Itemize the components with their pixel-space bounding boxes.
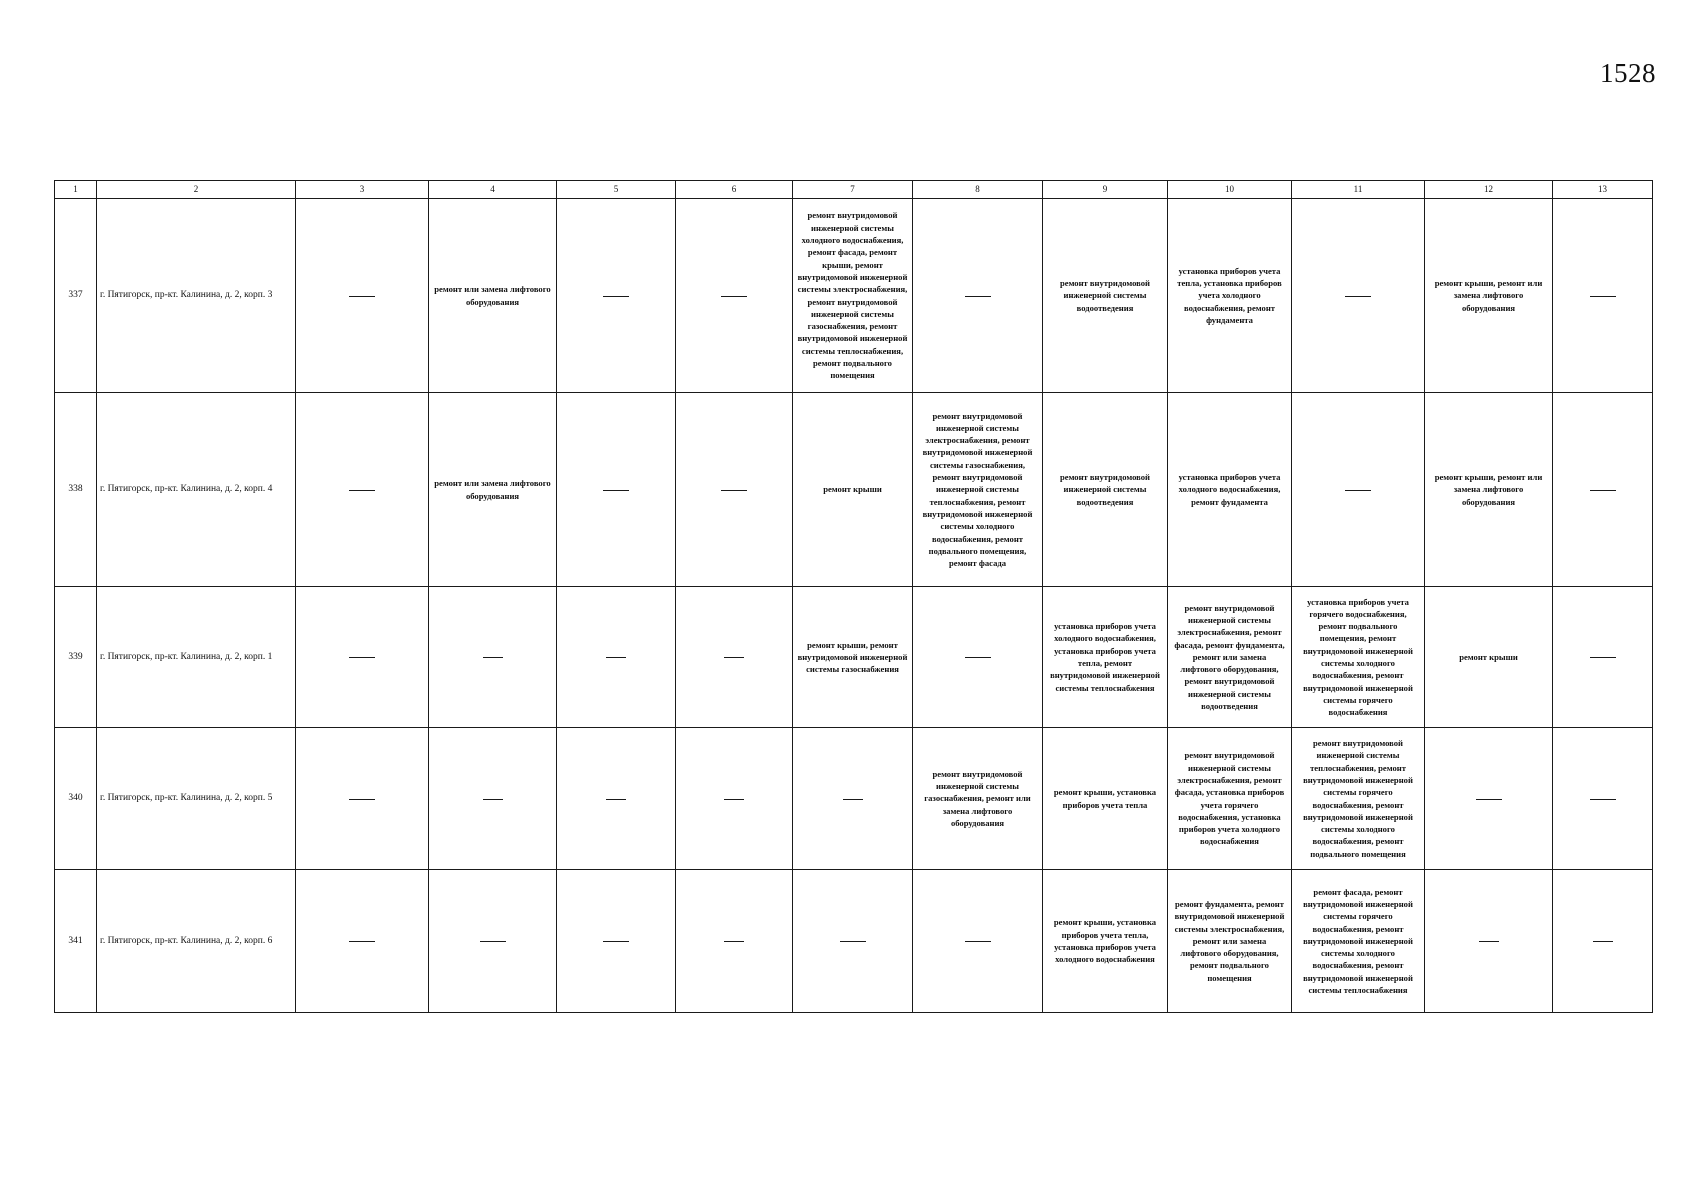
empty-dash-cell: [913, 870, 1043, 1013]
row-number-cell: 341: [55, 870, 97, 1013]
work-description-cell: ремонт крыши, ремонт или замена лифтового оборудования: [1425, 199, 1553, 393]
work-description-cell: ремонт или замена лифтового оборудования: [429, 393, 557, 587]
dash-mark: [349, 941, 375, 942]
dash-mark: [843, 799, 863, 800]
work-description-cell: ремонт крыши, установка приборов учета тепла: [1043, 728, 1168, 870]
dash-mark: [965, 296, 991, 297]
empty-dash-cell: [676, 587, 793, 728]
dash-mark: [606, 799, 626, 800]
table-row: [55, 199, 1653, 393]
work-description-cell: ремонт внутридомовой инженерной системы водоотведения: [1043, 393, 1168, 587]
dash-mark: [1476, 799, 1502, 800]
dash-mark: [606, 657, 626, 658]
empty-dash-cell: [1292, 199, 1425, 393]
empty-dash-cell: [1553, 728, 1653, 870]
dash-mark: [1345, 490, 1371, 491]
dash-mark: [1593, 941, 1613, 942]
capital-repair-table: [54, 180, 1653, 1013]
empty-dash-cell: [676, 728, 793, 870]
work-description-cell: ремонт внутридомовой инженерной системы электроснабжения, ремонт фасада, установка приборов учета горячего водоснабжения, установка приборов учета холодного водоснабжения: [1168, 728, 1292, 870]
empty-dash-cell: [296, 587, 429, 728]
work-description-cell: ремонт крыши: [793, 393, 913, 587]
empty-dash-cell: [429, 728, 557, 870]
empty-dash-cell: [913, 587, 1043, 728]
empty-dash-cell: [1553, 393, 1653, 587]
dash-mark: [1590, 657, 1616, 658]
empty-dash-cell: [793, 728, 913, 870]
empty-dash-cell: [793, 870, 913, 1013]
dash-mark: [1590, 296, 1616, 297]
table-row: [55, 728, 1653, 870]
row-number-cell: 337: [55, 199, 97, 393]
work-description-cell: ремонт крыши: [1425, 587, 1553, 728]
column-header: 3: [296, 181, 429, 199]
address-cell: г. Пятигорск, пр-кт. Калинина, д. 2, корп. 6: [97, 870, 296, 1013]
dash-mark: [349, 490, 375, 491]
dash-mark: [349, 657, 375, 658]
empty-dash-cell: [1292, 393, 1425, 587]
row-number-cell: 338: [55, 393, 97, 587]
empty-dash-cell: [557, 587, 676, 728]
table-row: [55, 393, 1653, 587]
dash-mark: [1590, 799, 1616, 800]
work-description-cell: ремонт внутридомовой инженерной системы электроснабжения, ремонт фасада, ремонт фундамента, ремонт или замена лифтового оборудования, ремонт внутридомовой инженерной системы водоотведения: [1168, 587, 1292, 728]
column-header: 2: [97, 181, 296, 199]
dash-mark: [349, 799, 375, 800]
column-header: 8: [913, 181, 1043, 199]
work-description-cell: ремонт внутридомовой инженерной системы электроснабжения, ремонт внутридомовой инженерной системы газоснабжения, ремонт внутридомовой инженерной системы теплоснабжения, ремонт внутридомовой инженерной системы холодного водоснабжения, ремонт подвального помещения, ремонт фасада: [913, 393, 1043, 587]
column-header: 12: [1425, 181, 1553, 199]
dash-mark: [724, 799, 744, 800]
empty-dash-cell: [557, 199, 676, 393]
work-description-cell: ремонт внутридомовой инженерной системы холодного водоснабжения, ремонт фасада, ремонт крыши, ремонт внутридомовой инженерной системы электроснабжения, ремонт внутридомовой инженерной системы газоснабжения, ремонт внутридомовой инженерной системы теплоснабжения, ремонт подвального помещения: [793, 199, 913, 393]
work-description-cell: ремонт крыши, ремонт или замена лифтового оборудования: [1425, 393, 1553, 587]
empty-dash-cell: [429, 870, 557, 1013]
column-number-row: [55, 181, 1653, 199]
address-cell: г. Пятигорск, пр-кт. Калинина, д. 2, корп. 5: [97, 728, 296, 870]
work-description-cell: установка приборов учета горячего водоснабжения, ремонт подвального помещения, ремонт внутридомовой инженерной системы холодного водоснабжения, ремонт внутридомовой инженерной системы горячего водоснабжения: [1292, 587, 1425, 728]
dash-mark: [603, 490, 629, 491]
dash-mark: [483, 799, 503, 800]
dash-mark: [965, 941, 991, 942]
work-description-cell: ремонт или замена лифтового оборудования: [429, 199, 557, 393]
dash-mark: [1479, 941, 1499, 942]
dash-mark: [840, 941, 866, 942]
dash-mark: [1345, 296, 1371, 297]
empty-dash-cell: [676, 870, 793, 1013]
work-description-cell: ремонт крыши, установка приборов учета тепла, установка приборов учета холодного водоснабжения: [1043, 870, 1168, 1013]
column-header: 6: [676, 181, 793, 199]
work-description-cell: ремонт внутридомовой инженерной системы газоснабжения, ремонт или замена лифтового оборудования: [913, 728, 1043, 870]
dash-mark: [721, 296, 747, 297]
column-header: 1: [55, 181, 97, 199]
dash-mark: [721, 490, 747, 491]
empty-dash-cell: [429, 587, 557, 728]
dash-mark: [724, 941, 744, 942]
column-header: 7: [793, 181, 913, 199]
dash-mark: [480, 941, 506, 942]
work-description-cell: ремонт фасада, ремонт внутридомовой инженерной системы горячего водоснабжения, ремонт внутридомовой инженерной системы холодного водоснабжения, ремонт внутридомовой инженерной системы теплоснабжения: [1292, 870, 1425, 1013]
work-description-cell: ремонт внутридомовой инженерной системы теплоснабжения, ремонт внутридомовой инженерной системы горячего водоснабжения, ремонт внутридомовой инженерной системы холодного водоснабжения, ремонт подвального помещения: [1292, 728, 1425, 870]
column-header: 5: [557, 181, 676, 199]
empty-dash-cell: [1553, 199, 1653, 393]
empty-dash-cell: [913, 199, 1043, 393]
empty-dash-cell: [1553, 870, 1653, 1013]
column-header: 11: [1292, 181, 1425, 199]
empty-dash-cell: [557, 728, 676, 870]
dash-mark: [1590, 490, 1616, 491]
work-description-cell: ремонт фундамента, ремонт внутридомовой инженерной системы электроснабжения, ремонт или замена лифтового оборудования, ремонт подвального помещения: [1168, 870, 1292, 1013]
empty-dash-cell: [296, 393, 429, 587]
column-header: 9: [1043, 181, 1168, 199]
empty-dash-cell: [296, 870, 429, 1013]
empty-dash-cell: [1553, 587, 1653, 728]
address-cell: г. Пятигорск, пр-кт. Калинина, д. 2, корп. 1: [97, 587, 296, 728]
empty-dash-cell: [296, 199, 429, 393]
dash-mark: [603, 941, 629, 942]
address-cell: г. Пятигорск, пр-кт. Калинина, д. 2, корп. 4: [97, 393, 296, 587]
empty-dash-cell: [557, 870, 676, 1013]
work-description-cell: ремонт внутридомовой инженерной системы водоотведения: [1043, 199, 1168, 393]
work-description-cell: ремонт крыши, ремонт внутридомовой инженерной системы газоснабжения: [793, 587, 913, 728]
page-number: 1528: [1600, 58, 1656, 88]
empty-dash-cell: [1425, 728, 1553, 870]
dash-mark: [965, 657, 991, 658]
row-number-cell: 340: [55, 728, 97, 870]
empty-dash-cell: [676, 393, 793, 587]
empty-dash-cell: [1425, 870, 1553, 1013]
table-row: [55, 587, 1653, 728]
work-description-cell: установка приборов учета тепла, установка приборов учета холодного водоснабжения, ремонт фундамента: [1168, 199, 1292, 393]
column-header: 4: [429, 181, 557, 199]
column-header: 13: [1553, 181, 1653, 199]
dash-mark: [603, 296, 629, 297]
dash-mark: [349, 296, 375, 297]
work-description-cell: установка приборов учета холодного водоснабжения, установка приборов учета тепла, ремонт внутридомовой инженерной системы теплоснабжения: [1043, 587, 1168, 728]
dash-mark: [483, 657, 503, 658]
empty-dash-cell: [296, 728, 429, 870]
empty-dash-cell: [676, 199, 793, 393]
column-header: 10: [1168, 181, 1292, 199]
table-row: [55, 870, 1653, 1013]
empty-dash-cell: [557, 393, 676, 587]
dash-mark: [724, 657, 744, 658]
address-cell: г. Пятигорск, пр-кт. Калинина, д. 2, корп. 3: [97, 199, 296, 393]
work-description-cell: установка приборов учета холодного водоснабжения, ремонт фундамента: [1168, 393, 1292, 587]
row-number-cell: 339: [55, 587, 97, 728]
